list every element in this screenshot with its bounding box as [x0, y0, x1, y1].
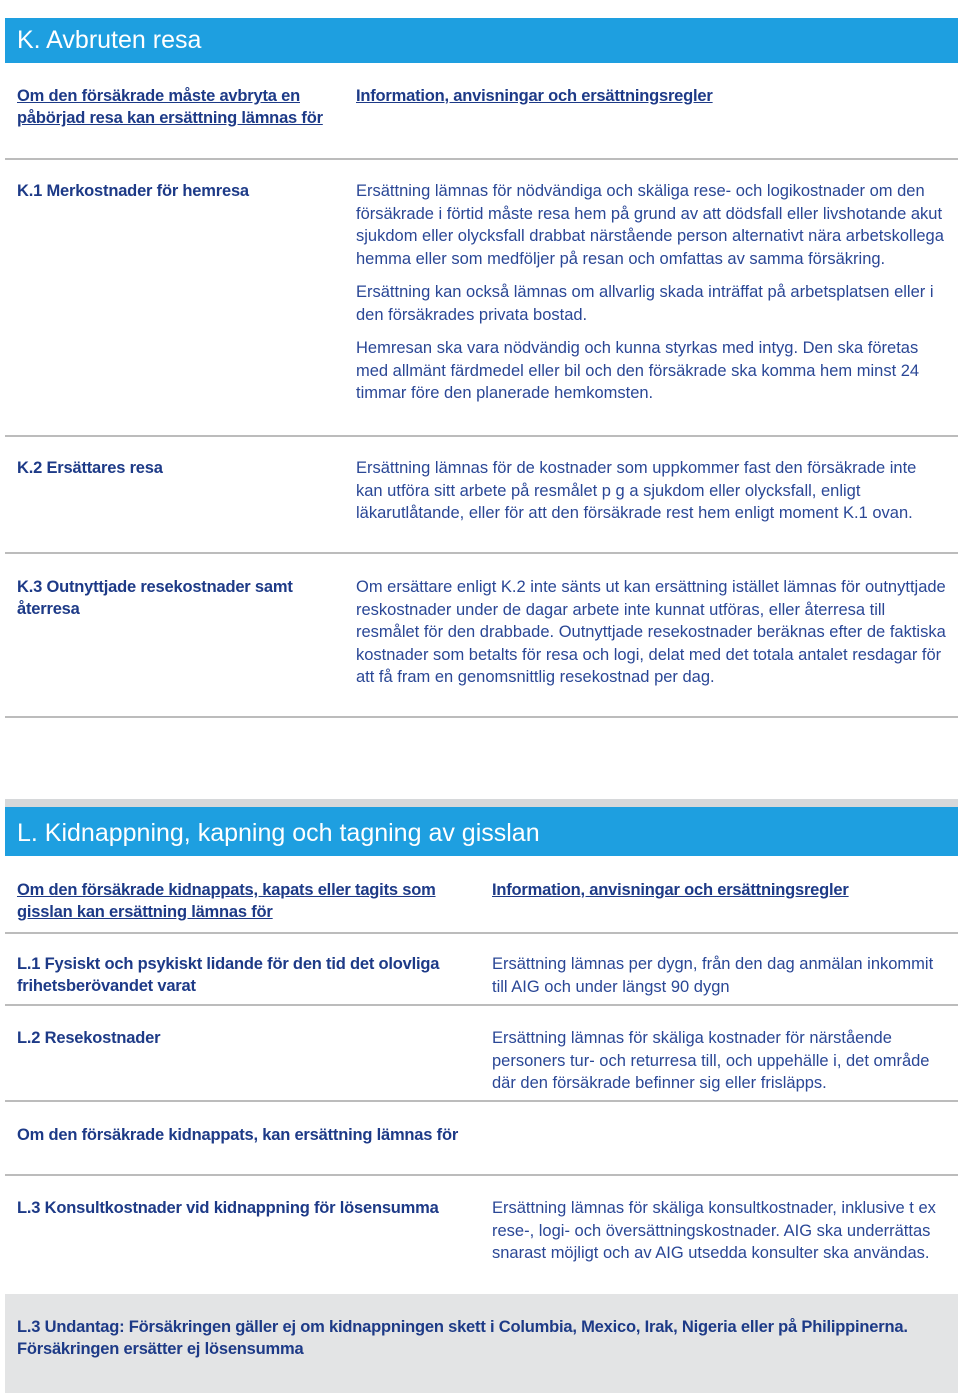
section-l-column-header-left: Om den försäkrade kidnappats, kapats eller tagits som gisslan kan ersättning lämnas för	[17, 881, 436, 921]
k3-heading: K.3 Outnyttjade resekostnader samt återresa	[17, 578, 293, 618]
l2-text: Ersättning lämnas för skäliga kostnader för närstående personers tur- och returresa till, och uppehälle i, det område där den försäkrade befinner sig eller frisläpps.	[492, 1029, 930, 1092]
k2-heading: K.2 Ersättares resa	[17, 459, 163, 477]
divider	[5, 932, 958, 934]
k3-body	[356, 576, 946, 700]
divider	[5, 158, 958, 160]
l1-text: Ersättning lämnas per dygn, från den dag anmälan inkommit till AIG och under längst 90 dygn	[492, 955, 934, 996]
section-l-subheader: Om den försäkrade kidnappats, kan ersättning lämnas för	[17, 1126, 459, 1144]
section-l-top-strip	[5, 799, 958, 807]
section-l-title-bar	[5, 807, 958, 856]
k3-paragraph: Om ersättare enligt K.2 inte sänts ut kan ersättning istället lämnas för outnyttjade reskostnader under de dagar arbete inte kunnat utföras, eller återresa till resmålet för den drabbade. Outnyttjade resekostnader beräknas efter de faktiska kostnader som betalts för resa och logi, delat med det totala antalet resdagar för att få fram en genomsnittlig resekostnad per dag.	[356, 578, 946, 686]
k1-body	[356, 180, 946, 416]
k2-paragraph: Ersättning lämnas för de kostnader som uppkommer fast den försäkrade inte kan utföra sitt arbete på resmålet p g a sjukdom eller olycksfall, enligt läkarutlåtande, eller för att den försäkrade rest hem enligt moment K.1 ovan.	[356, 459, 917, 522]
k1-paragraph: Ersättning lämnas för nödvändiga och skäliga rese- och logikostnader om den försäkrade i förtid måste resa hem på grund av att dödsfall eller livshotande akut sjukdom eller olycksfall drabbat närstående person alternativt nära arbetskollega hemma eller som medföljer på resan och omfattas av samma försäkring.	[356, 182, 944, 268]
divider	[5, 1100, 958, 1102]
l3-text: Ersättning lämnas för skäliga konsultkostnader, inklusive t ex rese-, logi- och översättningskostnader. AIG ska underrättas snarast möjligt och av AIG utsedda konsulter ska användas.	[492, 1199, 936, 1262]
section-k-column-header-right: Information, anvisningar och ersättningsregler	[356, 87, 713, 105]
divider	[5, 552, 958, 554]
section-k-title-bar	[5, 18, 958, 63]
section-l-title: L. Kidnappning, kapning och tagning av gisslan	[17, 819, 540, 847]
l1-heading: L.1 Fysiskt och psykiskt lidande för den tid det olovliga frihetsberövandet varat	[17, 955, 440, 995]
l3-heading: L.3 Konsultkostnader vid kidnappning för lösensumma	[17, 1199, 439, 1217]
section-k-title: K. Avbruten resa	[17, 26, 202, 54]
l2-heading: L.2 Resekostnader	[17, 1029, 161, 1047]
k1-heading: K.1 Merkostnader för hemresa	[17, 182, 249, 200]
k1-paragraph: Ersättning kan också lämnas om allvarlig skada inträffat på arbetsplatsen eller i den försäkrades privata bostad.	[356, 283, 934, 324]
exception-note-line: L.3 Undantag: Försäkringen gäller ej om kidnappningen skett i Columbia, Mexico, Irak, Nigeria eller på Philippinerna.	[17, 1318, 908, 1336]
exception-note-line: Försäkringen ersätter ej lösensumma	[17, 1340, 304, 1358]
exception-note-text	[17, 1316, 945, 1360]
divider	[5, 716, 958, 718]
k1-paragraph: Hemresan ska vara nödvändig och kunna styrkas med intyg. Den ska företas med allmänt färdmedel eller bil och den försäkrade ska komma hem minst 24 timmar före den planerade hemkomsten.	[356, 339, 920, 402]
exception-note-box	[5, 1294, 958, 1393]
divider	[5, 435, 958, 437]
section-l-column-header-right: Information, anvisningar och ersättningsregler	[492, 881, 849, 899]
k2-body	[356, 457, 946, 536]
divider	[5, 1174, 958, 1176]
divider	[5, 1004, 958, 1006]
section-k-column-header-left: Om den försäkrade måste avbryta en påbörjad resa kan ersättning lämnas för	[17, 87, 323, 127]
